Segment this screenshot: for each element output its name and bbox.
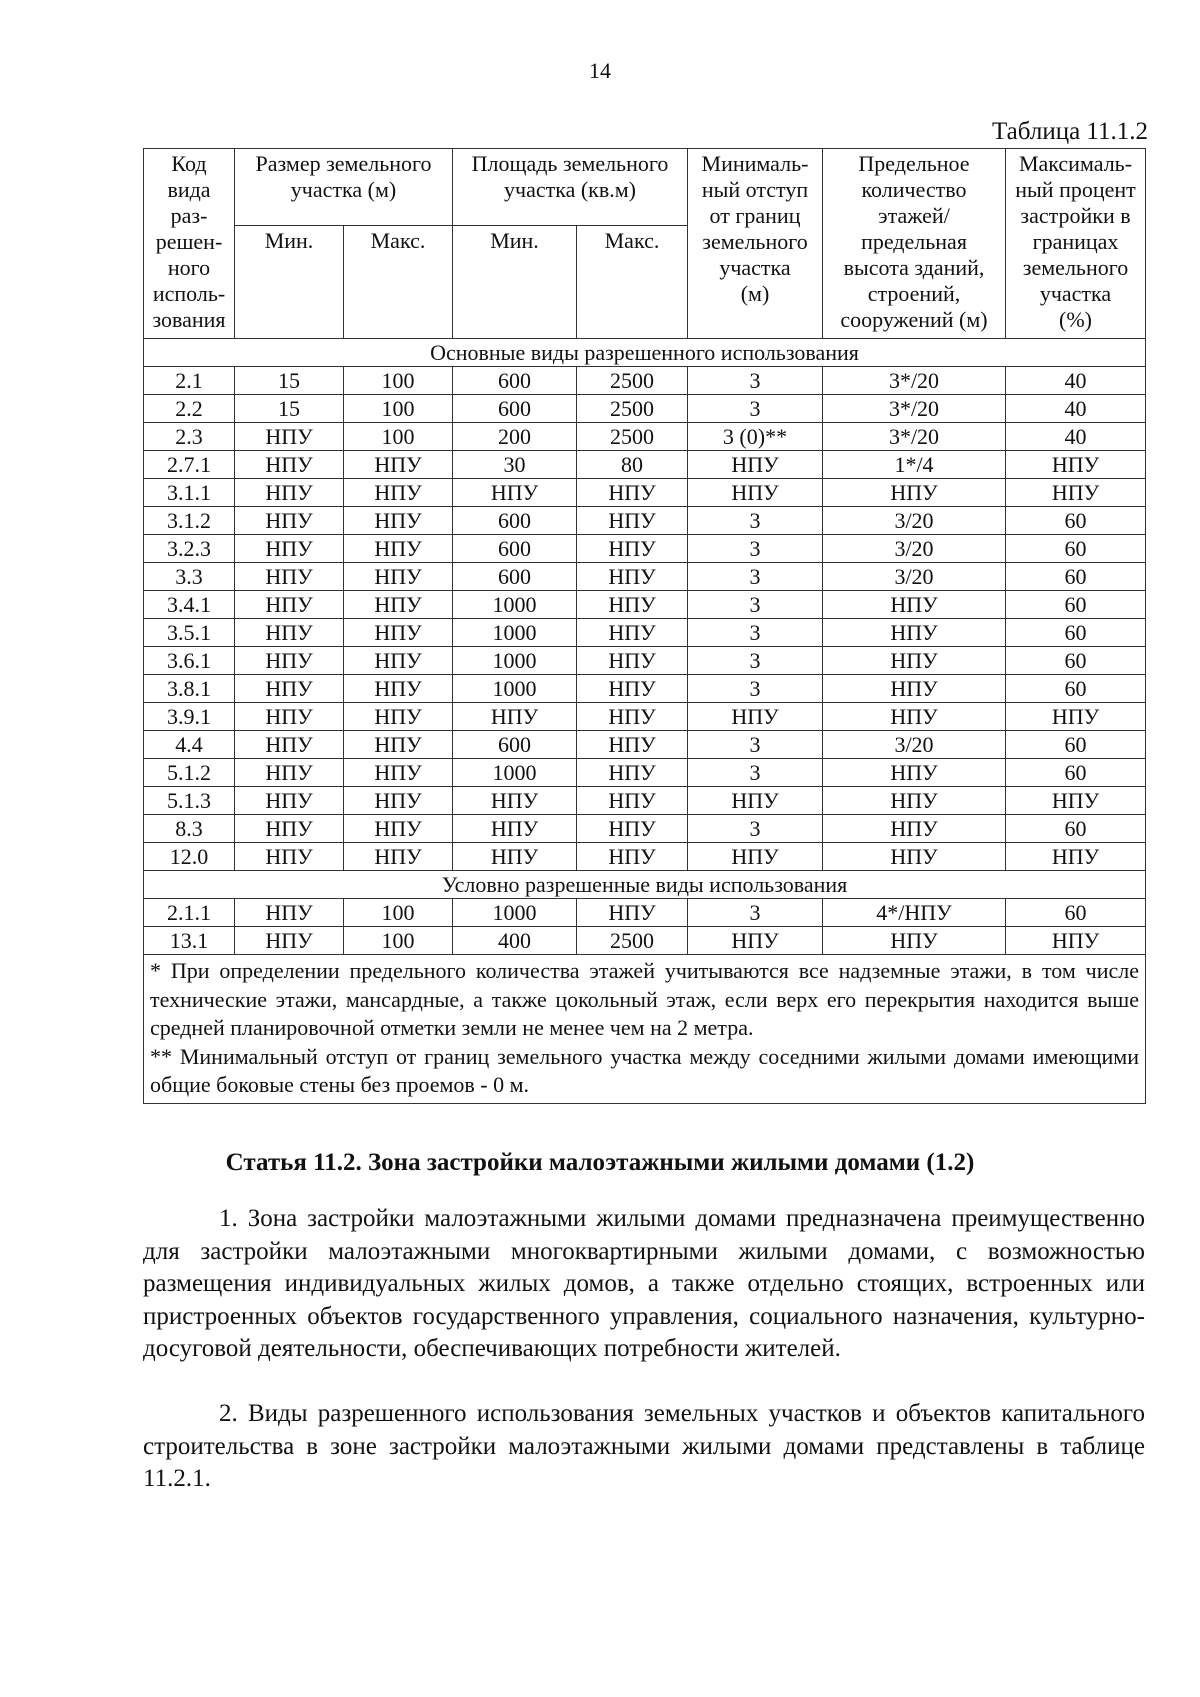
- table-cell: 8.3: [144, 815, 235, 843]
- table-row: [144, 759, 1146, 787]
- table-cell: НПУ: [235, 843, 344, 871]
- table-cell: НПУ: [688, 703, 823, 731]
- table-row: [144, 703, 1146, 731]
- table-cell: НПУ: [823, 675, 1006, 703]
- table-cell: НПУ: [688, 451, 823, 479]
- table-cell: 2500: [577, 927, 688, 955]
- table-cell: НПУ: [344, 703, 453, 731]
- table-caption: Таблица 11.1.2: [992, 118, 1148, 145]
- table-cell: НПУ: [344, 675, 453, 703]
- table-cell: 1000: [453, 591, 577, 619]
- table-cell: 600: [453, 731, 577, 759]
- table-cell: 1000: [453, 619, 577, 647]
- table-cell: 2.7.1: [144, 451, 235, 479]
- table-cell: 400: [453, 927, 577, 955]
- table-cell: НПУ: [235, 703, 344, 731]
- table-cell: НПУ: [235, 647, 344, 675]
- table-cell: 1*/4: [823, 451, 1006, 479]
- table-cell: 40: [1006, 423, 1146, 451]
- table-cell: НПУ: [823, 787, 1006, 815]
- table-cell: 3.3: [144, 563, 235, 591]
- paragraph-2: 2. Виды разрешенного использования земельных участков и объектов капитального строительства в зоне застройки малоэтажными жилыми домами представлены в таблице 11.2.1.: [143, 1400, 1145, 1492]
- table-cell: 3*/20: [823, 423, 1006, 451]
- table-cell: 2.1.1: [144, 899, 235, 927]
- table-cell: 60: [1006, 675, 1146, 703]
- header-area: Площадь земельного участка (кв.м): [453, 149, 688, 226]
- table-cell: НПУ: [235, 619, 344, 647]
- table-cell: 3: [688, 619, 823, 647]
- table-cell: НПУ: [344, 787, 453, 815]
- table-row: [144, 479, 1146, 507]
- table-cell: 60: [1006, 591, 1146, 619]
- table-cell: 60: [1006, 815, 1146, 843]
- note-floors: * При определении предельного количества этажей учитываются все надземные этажи, в том числе технические этажи, мансардные, а также цокольный этаж, если верх его перекрытия находится выше средней планировочной отметки земли не менее чем на 2 метра.: [150, 958, 1139, 1040]
- table-cell: 1000: [453, 647, 577, 675]
- table-cell: НПУ: [235, 507, 344, 535]
- section-main-row: [144, 339, 1146, 367]
- table-row: [144, 507, 1146, 535]
- table-cell: НПУ: [235, 423, 344, 451]
- table-cell: 600: [453, 367, 577, 395]
- table-cell: 2.3: [144, 423, 235, 451]
- table-cell: 5.1.3: [144, 787, 235, 815]
- table-cell: 40: [1006, 367, 1146, 395]
- table-cell: 15: [235, 395, 344, 423]
- table-cell: НПУ: [1006, 927, 1146, 955]
- table-row: [144, 395, 1146, 423]
- table-cell: 100: [344, 899, 453, 927]
- table-cell: 3: [688, 367, 823, 395]
- table-row: [144, 787, 1146, 815]
- table-cell: НПУ: [577, 703, 688, 731]
- table-cell: НПУ: [1006, 787, 1146, 815]
- table-cell: 3: [688, 815, 823, 843]
- table-cell: 30: [453, 451, 577, 479]
- table-cell: 2500: [577, 395, 688, 423]
- table-cell: 60: [1006, 563, 1146, 591]
- table-cell: НПУ: [344, 815, 453, 843]
- table-cell: НПУ: [344, 619, 453, 647]
- table-row: [144, 927, 1146, 955]
- table-cell: НПУ: [235, 451, 344, 479]
- table-row: [144, 675, 1146, 703]
- table-row: [144, 423, 1146, 451]
- table-cell: НПУ: [453, 815, 577, 843]
- table-cell: НПУ: [235, 815, 344, 843]
- table-cell: НПУ: [344, 759, 453, 787]
- table-cell: НПУ: [1006, 843, 1146, 871]
- table-cell: 600: [453, 507, 577, 535]
- table-cell: НПУ: [577, 675, 688, 703]
- table-cell: 60: [1006, 647, 1146, 675]
- table-cell: 3 (0)**: [688, 423, 823, 451]
- table-cell: 1000: [453, 675, 577, 703]
- table-cell: 60: [1006, 535, 1146, 563]
- table-cell: 1000: [453, 759, 577, 787]
- table-cell: НПУ: [577, 843, 688, 871]
- table-row: [144, 619, 1146, 647]
- table-row: [144, 563, 1146, 591]
- table-cell: 100: [344, 395, 453, 423]
- table-cell: 5.1.2: [144, 759, 235, 787]
- table-cell: 15: [235, 367, 344, 395]
- header-size-min: Мин.: [235, 226, 344, 339]
- table-row: [144, 535, 1146, 563]
- table-cell: НПУ: [577, 647, 688, 675]
- table-cell: 2.1: [144, 367, 235, 395]
- table-cell: НПУ: [688, 843, 823, 871]
- table-cell: НПУ: [577, 619, 688, 647]
- table-cell: 3: [688, 395, 823, 423]
- header-row-1: [144, 149, 1146, 226]
- table-cell: НПУ: [577, 899, 688, 927]
- header-setback: Минималь- ный отступ от границ земельного участка (м): [688, 149, 823, 339]
- table-cell: 60: [1006, 731, 1146, 759]
- table-cell: НПУ: [235, 927, 344, 955]
- table-cell: НПУ: [235, 591, 344, 619]
- table-cell: 200: [453, 423, 577, 451]
- table-cell: 3/20: [823, 535, 1006, 563]
- table-cell: НПУ: [235, 899, 344, 927]
- table-cell: 3: [688, 535, 823, 563]
- section-conditional-label: Условно разрешенные виды использования: [144, 871, 1146, 899]
- table-cell: НПУ: [577, 535, 688, 563]
- table-cell: 100: [344, 423, 453, 451]
- table-row: [144, 731, 1146, 759]
- header-area-max: Макс.: [577, 226, 688, 339]
- table-cell: НПУ: [1006, 703, 1146, 731]
- table-cell: 60: [1006, 759, 1146, 787]
- table-cell: НПУ: [344, 731, 453, 759]
- table-cell: НПУ: [235, 731, 344, 759]
- table-cell: 600: [453, 563, 577, 591]
- table-cell: НПУ: [344, 563, 453, 591]
- table-cell: 13.1: [144, 927, 235, 955]
- table-cell: НПУ: [577, 507, 688, 535]
- table-row: [144, 647, 1146, 675]
- table-cell: НПУ: [577, 731, 688, 759]
- header-coverage: Максималь- ный процент застройки в границах земельного участка (%): [1006, 149, 1146, 339]
- table-cell: 3*/20: [823, 367, 1006, 395]
- table-cell: 2500: [577, 423, 688, 451]
- table-cell: НПУ: [823, 759, 1006, 787]
- table-cell: 12.0: [144, 843, 235, 871]
- table-cell: 80: [577, 451, 688, 479]
- regulations-table: [143, 148, 1146, 1104]
- table-cell: НПУ: [1006, 451, 1146, 479]
- table-cell: 60: [1006, 899, 1146, 927]
- table-cell: НПУ: [344, 843, 453, 871]
- table-cell: 3.9.1: [144, 703, 235, 731]
- table-cell: 100: [344, 367, 453, 395]
- table-cell: 2.2: [144, 395, 235, 423]
- table-cell: 3: [688, 563, 823, 591]
- table-cell: 600: [453, 395, 577, 423]
- header-size-max: Макс.: [344, 226, 453, 339]
- table-cell: 3/20: [823, 563, 1006, 591]
- table-cell: НПУ: [453, 787, 577, 815]
- table-cell: 3.1.1: [144, 479, 235, 507]
- table-cell: 3.6.1: [144, 647, 235, 675]
- table-cell: НПУ: [823, 479, 1006, 507]
- article-heading: Статья 11.2. Зона застройки малоэтажными жилыми домами (1.2): [225, 1149, 975, 1176]
- table-cell: НПУ: [823, 927, 1006, 955]
- header-area-min: Мин.: [453, 226, 577, 339]
- table-cell: НПУ: [577, 787, 688, 815]
- table-notes: [144, 955, 1146, 1104]
- table-row: [144, 899, 1146, 927]
- table-cell: НПУ: [344, 507, 453, 535]
- table-cell: 3: [688, 675, 823, 703]
- table-cell: НПУ: [688, 927, 823, 955]
- table-cell: 4*/НПУ: [823, 899, 1006, 927]
- table-cell: 3: [688, 647, 823, 675]
- table-cell: НПУ: [823, 591, 1006, 619]
- table-row: [144, 843, 1146, 871]
- table-cell: НПУ: [235, 563, 344, 591]
- table-cell: НПУ: [823, 619, 1006, 647]
- table-cell: НПУ: [823, 703, 1006, 731]
- table-cell: НПУ: [688, 787, 823, 815]
- table-cell: 4.4: [144, 731, 235, 759]
- notes-row: [144, 955, 1146, 1104]
- table-cell: 60: [1006, 507, 1146, 535]
- table-cell: НПУ: [344, 647, 453, 675]
- table-cell: 1000: [453, 899, 577, 927]
- header-floors: Предельное количество этажей/ предельная высота зданий, строений, сооружений (м): [823, 149, 1006, 339]
- table-row: [144, 815, 1146, 843]
- table-cell: НПУ: [1006, 479, 1146, 507]
- table-cell: 3.4.1: [144, 591, 235, 619]
- table-row: [144, 367, 1146, 395]
- table-cell: НПУ: [577, 563, 688, 591]
- table-cell: НПУ: [235, 479, 344, 507]
- table-cell: НПУ: [344, 451, 453, 479]
- header-code: Код вида раз- решен- ного исполь- зования: [144, 149, 235, 339]
- table-cell: НПУ: [453, 479, 577, 507]
- table-cell: НПУ: [344, 591, 453, 619]
- table-cell: НПУ: [235, 787, 344, 815]
- table-cell: 60: [1006, 619, 1146, 647]
- table-cell: НПУ: [235, 759, 344, 787]
- table-cell: 100: [344, 927, 453, 955]
- table-cell: НПУ: [453, 843, 577, 871]
- table-cell: НПУ: [688, 479, 823, 507]
- table-cell: НПУ: [577, 479, 688, 507]
- paragraph-1: 1. Зона застройки малоэтажными жилыми домами предназначена преимущественно для застройки малоэтажными многоквартирными жилыми домами, с возможностью размещения индивидуальных жилых домов, а также отдельно стоящих, встроенных или пристроенных объектов государственного управления, социального назначения, культурно-досуговой деятельности, обеспечивающих потребности жителей.: [143, 1205, 1145, 1362]
- page-number: 14: [589, 58, 611, 83]
- table-cell: НПУ: [577, 591, 688, 619]
- table-cell: 3: [688, 507, 823, 535]
- table-cell: НПУ: [344, 479, 453, 507]
- table-cell: НПУ: [577, 815, 688, 843]
- table-cell: НПУ: [344, 535, 453, 563]
- table-cell: 3.1.2: [144, 507, 235, 535]
- table-row: [144, 451, 1146, 479]
- table-cell: НПУ: [823, 647, 1006, 675]
- table-cell: НПУ: [823, 843, 1006, 871]
- table-cell: 3: [688, 731, 823, 759]
- table-cell: 3/20: [823, 507, 1006, 535]
- table-cell: НПУ: [453, 703, 577, 731]
- table-cell: 600: [453, 535, 577, 563]
- table-cell: 3: [688, 591, 823, 619]
- table-cell: 3*/20: [823, 395, 1006, 423]
- table-cell: НПУ: [235, 675, 344, 703]
- table-cell: НПУ: [823, 815, 1006, 843]
- table-cell: 40: [1006, 395, 1146, 423]
- table-cell: 3/20: [823, 731, 1006, 759]
- table-cell: НПУ: [235, 535, 344, 563]
- table-row: [144, 591, 1146, 619]
- note-setback: ** Минимальный отступ от границ земельного участка между соседними жилыми домами имеющими общие боковые стены без проемов - 0 м.: [150, 1043, 1139, 1097]
- section-main-label: Основные виды разрешенного использования: [144, 339, 1146, 367]
- table-cell: 2500: [577, 367, 688, 395]
- header-size: Размер земельного участка (м): [235, 149, 453, 226]
- table-cell: 3.2.3: [144, 535, 235, 563]
- table-cell: НПУ: [577, 759, 688, 787]
- section-conditional-row: [144, 871, 1146, 899]
- table-cell: 3.8.1: [144, 675, 235, 703]
- table-cell: 3.5.1: [144, 619, 235, 647]
- table-cell: 3: [688, 759, 823, 787]
- table-cell: 3: [688, 899, 823, 927]
